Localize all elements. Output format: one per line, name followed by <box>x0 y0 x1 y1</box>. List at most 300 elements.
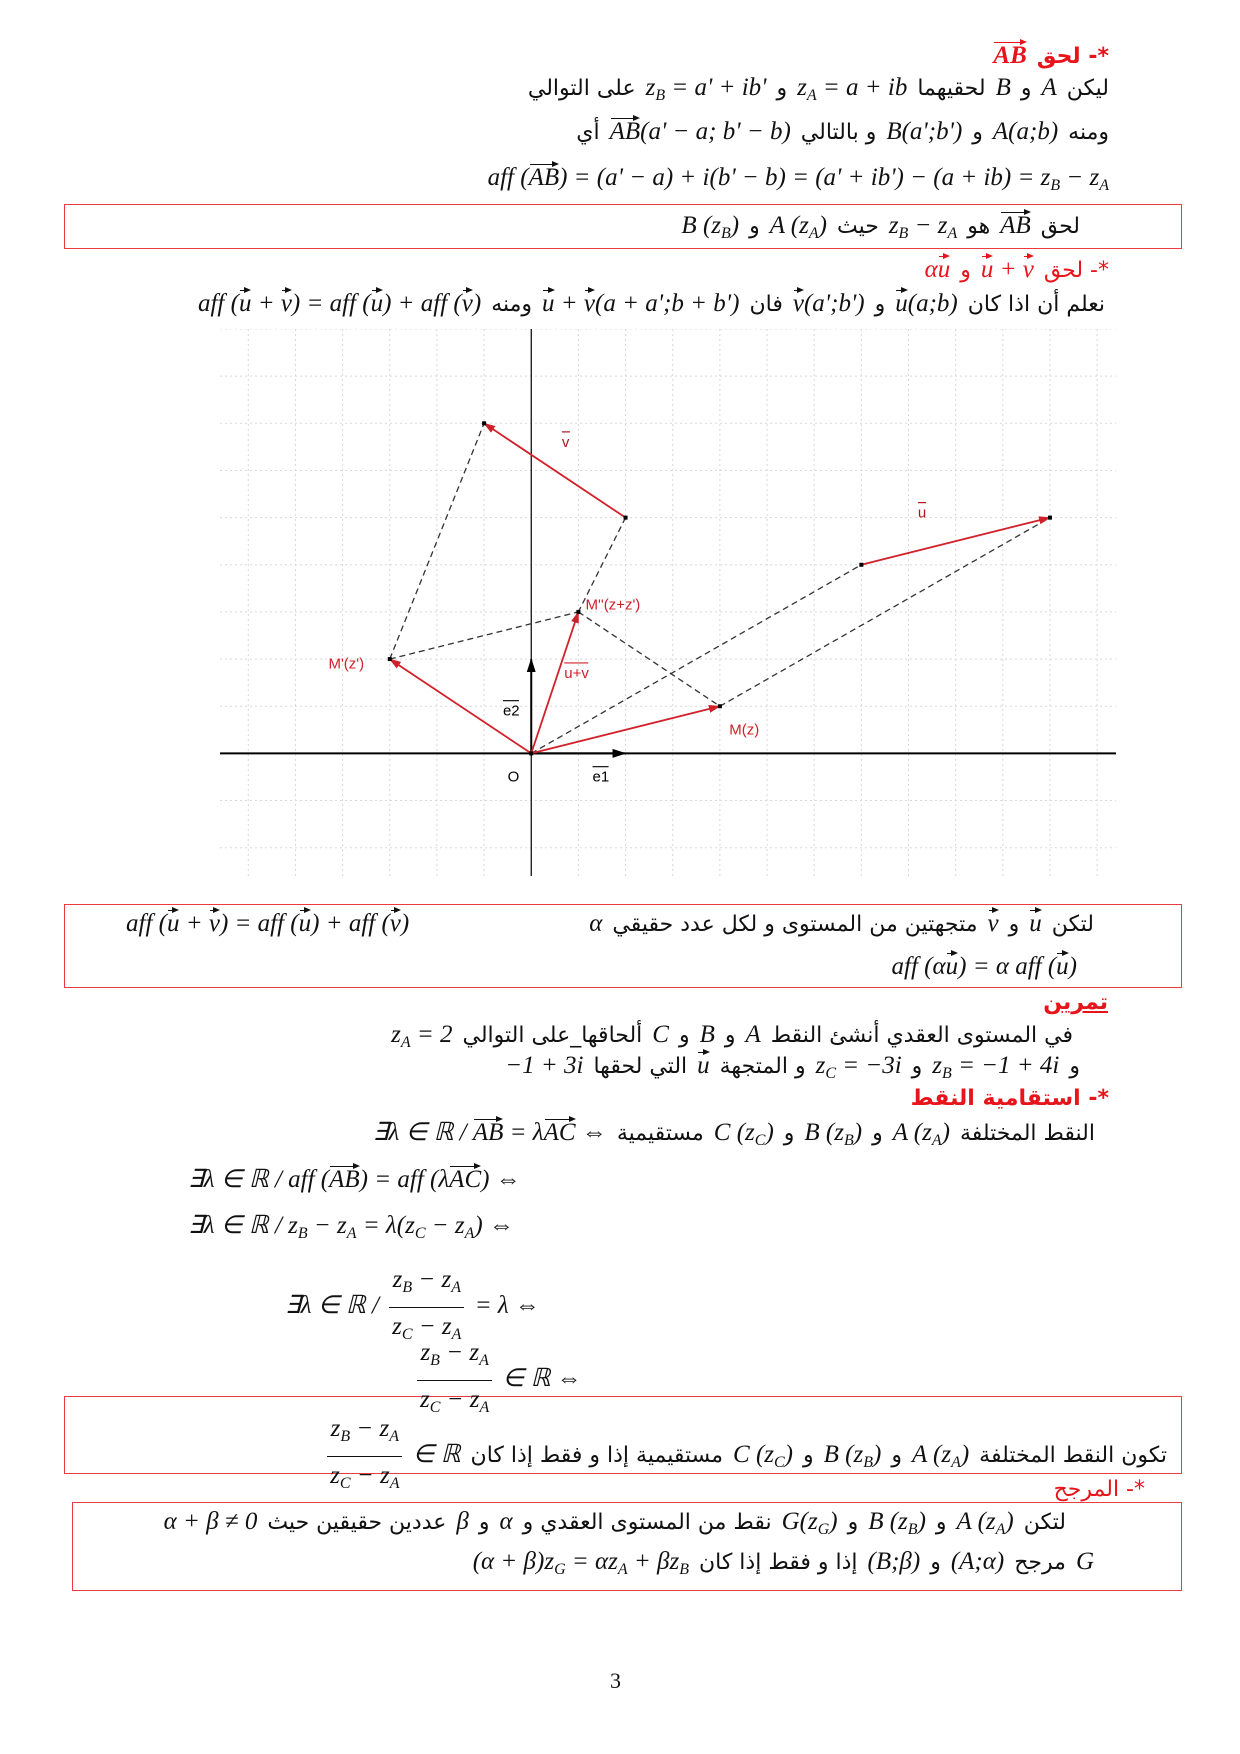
vector-notation: u <box>697 1049 710 1079</box>
math-text: aff (α <box>891 953 946 980</box>
math-expression <box>714 1115 774 1159</box>
vector-notation: u <box>239 287 252 317</box>
vector-notation: AB <box>1000 209 1031 239</box>
property-formula-scalar <box>887 949 1082 985</box>
vector-notation: u <box>981 253 994 283</box>
math-text: (a;b) <box>907 290 958 317</box>
math-text: B <box>995 74 1011 101</box>
math-text: A (z <box>892 1119 932 1146</box>
arabic-text: حيث <box>836 214 879 239</box>
vector-notation: AC <box>449 1163 481 1193</box>
arabic-text: ومنه <box>491 292 533 317</box>
math-text: C <box>652 1021 669 1048</box>
math-expression <box>1029 906 1042 942</box>
math-text: z <box>330 1462 340 1489</box>
equivalence-line <box>183 1162 526 1198</box>
math-expression <box>164 1504 258 1540</box>
subscript: B <box>942 1065 952 1082</box>
math-text: − z <box>412 1313 452 1340</box>
vector-notation: u <box>542 287 555 317</box>
subscript: C <box>754 1132 766 1149</box>
math-text: ) <box>1005 1508 1014 1535</box>
math-expression <box>610 114 791 150</box>
arabic-text: و <box>891 1443 902 1469</box>
math-expression <box>925 252 951 288</box>
math-text: A(a;b) <box>992 118 1059 145</box>
math-expression <box>198 286 481 322</box>
subscript: B <box>907 1521 918 1538</box>
math-text: z <box>330 1415 341 1442</box>
arabic-text: مستقيمية إذا و فقط إذا كان <box>470 1443 724 1469</box>
math-expression <box>893 1115 950 1159</box>
math-text: α <box>924 256 938 283</box>
heading-exercise <box>1038 985 1113 1021</box>
math-text: G(z <box>781 1508 818 1535</box>
math-text: − z <box>439 1339 480 1366</box>
math-text: = αz <box>565 1548 618 1575</box>
math-text: ) = α aff ( <box>958 953 1057 980</box>
arabic-text: التي لحقها <box>593 1054 688 1079</box>
arabic-text: ومنه <box>1068 120 1109 145</box>
math-text: = λ <box>503 1119 544 1146</box>
arabic-text: نقط من المستوى العقدي و <box>522 1510 772 1535</box>
vector-notation: AB <box>473 1116 504 1146</box>
math-expression <box>681 208 739 252</box>
math-expression <box>993 114 1058 150</box>
property-text <box>584 906 1099 942</box>
point-marker <box>859 563 863 567</box>
collinearity-line <box>368 1115 1100 1151</box>
math-expression <box>456 1504 468 1540</box>
subscript: B <box>843 1132 854 1149</box>
arabic-text: *- استقامية النقط <box>910 1086 1109 1111</box>
math-text: + <box>554 290 584 317</box>
arabic-text: و <box>874 292 886 317</box>
equivalence-line <box>280 1265 545 1343</box>
heading-barycenter <box>1049 1472 1150 1508</box>
arabic-text: *- المرجح <box>1053 1477 1145 1502</box>
vector-ompp <box>531 612 578 753</box>
subscript: G <box>554 1561 566 1578</box>
math-text: + βz <box>627 1548 680 1575</box>
arabic-text: و <box>478 1510 490 1535</box>
construction-line <box>578 612 719 706</box>
math-text: B (z <box>681 212 721 239</box>
math-text: − z <box>1060 164 1100 191</box>
label-v: v <box>561 433 570 451</box>
arabic-text: و <box>911 1054 923 1079</box>
math-expression <box>824 1437 882 1481</box>
arabic-text: عددين حقيقين حيث <box>267 1510 447 1535</box>
subscript: A <box>389 1475 400 1492</box>
math-text: = −1 + 4i <box>951 1052 1060 1079</box>
equivalence-line <box>183 1208 519 1244</box>
vector-sum-figure <box>220 329 1116 876</box>
arabic-text: و بالتالي <box>800 120 877 145</box>
arabic-text: لتكن <box>1051 912 1094 937</box>
math-text: = −3i <box>835 1052 902 1079</box>
math-text: − z <box>440 1386 480 1413</box>
subscript: B <box>1050 177 1061 194</box>
math-text: ) <box>872 1441 882 1469</box>
math-expression <box>589 906 602 942</box>
text-line <box>523 70 1114 106</box>
math-text: aff ( <box>197 290 239 317</box>
label-mp: M'(z') <box>328 655 365 673</box>
point-marker <box>482 421 486 425</box>
math-text: (a' − a; b' − b) <box>640 118 791 145</box>
page-number: 3 <box>610 1668 621 1693</box>
arabic-text: و <box>1020 76 1032 101</box>
math-text: aff ( <box>126 910 167 937</box>
math-expression <box>793 286 865 322</box>
math-expression <box>188 1162 521 1198</box>
vector-om <box>531 706 720 753</box>
fraction <box>327 1414 402 1499</box>
arabic-text: و <box>749 214 760 239</box>
arabic-text: لحقيهما <box>917 76 986 101</box>
label-e1: e1 <box>592 768 610 786</box>
math-expression <box>988 906 999 942</box>
math-expression <box>488 160 1109 204</box>
math-text: A (z <box>956 1508 996 1535</box>
math-text: C (z <box>713 1119 755 1146</box>
math-text: (α + β)z <box>472 1548 555 1575</box>
property-formula-sum <box>121 906 414 942</box>
point-marker <box>624 516 628 520</box>
math-text: A (z <box>911 1441 952 1469</box>
math-expression <box>323 1414 460 1499</box>
math-text: − z <box>350 1462 390 1489</box>
fraction-numerator <box>389 1265 464 1308</box>
math-text: C (z <box>733 1441 774 1469</box>
math-text: ) = aff ( <box>219 910 299 937</box>
math-expression <box>188 1208 514 1252</box>
subscript: A <box>400 1034 411 1051</box>
vector-notation: AB <box>993 39 1026 69</box>
math-text: = λ(z <box>356 1212 415 1239</box>
math-text: α <box>499 1508 513 1535</box>
subscript: A <box>451 1326 462 1343</box>
math-text: A <box>1041 74 1057 101</box>
subscript: A <box>947 225 958 242</box>
arabic-text: و <box>847 1510 859 1535</box>
vector-notation: AB <box>529 161 560 191</box>
arabic-text: تمرين <box>1043 990 1108 1015</box>
arabic-text: *- لحق <box>1036 44 1109 69</box>
math-expression <box>892 949 1077 985</box>
math-text: z <box>932 1052 943 1079</box>
math-text: − z <box>908 212 948 239</box>
math-text: (a';b') <box>803 290 865 317</box>
arabic-text: و <box>1008 912 1020 937</box>
math-expression <box>957 1504 1014 1548</box>
point-marker <box>388 657 392 661</box>
vector-notation: v <box>390 907 401 937</box>
vector-notation: u <box>299 907 312 937</box>
math-text: (A;α) <box>950 1548 1005 1575</box>
arabic-text: و <box>1069 1054 1080 1079</box>
vector-notation: u <box>938 253 951 283</box>
math-text: aff ( <box>487 164 529 191</box>
math-expression <box>126 906 409 942</box>
subscript: A <box>931 1132 942 1149</box>
math-text: ) <box>818 212 827 239</box>
math-expression <box>868 1544 921 1580</box>
subscript: B <box>340 1428 351 1445</box>
exercise-line <box>500 1048 1085 1084</box>
arabic-text: و <box>678 1023 690 1048</box>
arabic-text: و <box>930 1550 941 1575</box>
heading-affix-ab <box>988 38 1114 74</box>
subscript: B <box>679 1561 689 1578</box>
math-text: z <box>645 74 656 101</box>
subscript: A <box>451 1279 461 1296</box>
definition-ab <box>676 208 1085 244</box>
math-text: B (z <box>804 1119 844 1146</box>
math-text: − z <box>412 1266 452 1293</box>
arabic-text: و <box>972 120 983 145</box>
math-expression <box>996 70 1011 106</box>
equivalence-line <box>408 1338 587 1416</box>
math-text: ∃λ ∈ ℝ / <box>372 1119 473 1146</box>
math-text: ) <box>829 1508 838 1535</box>
subscript: A <box>617 1561 628 1578</box>
math-text: −1 + 3i <box>505 1052 584 1079</box>
arabic-text: مرجح <box>1014 1550 1066 1575</box>
label-u-plus-v: u+v <box>564 664 589 682</box>
arabic-text: و <box>776 76 788 101</box>
math-expression <box>770 208 827 252</box>
math-text: A <box>745 1021 761 1048</box>
math-text: G <box>1075 1548 1094 1575</box>
math-text: ) + aff ( <box>311 910 390 937</box>
math-text: B (z <box>868 1508 908 1535</box>
math-text: B (z <box>823 1441 864 1469</box>
vector-notation: v <box>281 287 292 317</box>
math-text: ) <box>784 1441 793 1469</box>
math-text: ) <box>917 1508 926 1535</box>
math-expression <box>1041 70 1056 106</box>
heading-affix-sum <box>920 252 1114 288</box>
math-expression <box>981 252 1034 288</box>
math-expression <box>542 286 739 322</box>
subscript: B <box>863 1454 873 1472</box>
subscript: A <box>808 225 819 242</box>
arabic-text: لحق <box>1040 214 1080 239</box>
vector-notation: AC <box>544 1116 576 1146</box>
math-text: ) <box>765 1119 774 1146</box>
math-text: ) = aff (λ <box>359 1166 450 1193</box>
math-text: = 2 <box>410 1021 453 1048</box>
barycenter-line <box>159 1504 1071 1540</box>
math-text: ) <box>960 1441 970 1469</box>
arabic-text: و <box>935 1510 947 1535</box>
math-text: = a' + ib' <box>665 74 767 101</box>
math-text: z <box>392 1313 402 1340</box>
vector-notation: v <box>988 907 999 937</box>
arabic-text: أي <box>576 120 600 145</box>
math-text: z <box>391 1021 401 1048</box>
construction-line <box>390 423 484 659</box>
arabic-text: مستقيمية <box>616 1121 704 1146</box>
math-text: A (z <box>769 212 809 239</box>
math-text: z <box>420 1386 430 1413</box>
subscript: B <box>655 87 666 104</box>
math-text: ∈ ℝ ⇔ <box>496 1365 582 1393</box>
vector-notation: AB <box>329 1163 360 1193</box>
math-text: ) = aff ( <box>291 290 371 317</box>
point-marker <box>1048 516 1052 520</box>
vector-notation: u <box>371 287 384 317</box>
arabic-text: و <box>960 258 971 283</box>
math-text: ) <box>1068 953 1077 980</box>
arabic-text: ألحاقها_على التوالي <box>462 1023 643 1048</box>
point-marker <box>529 751 533 755</box>
vector-notation: u <box>167 907 180 937</box>
subscript: A <box>995 1521 1006 1538</box>
subscript: A <box>1099 177 1109 194</box>
math-text: z <box>420 1339 431 1366</box>
label-u: u <box>917 504 927 522</box>
math-text: ∃λ ∈ ℝ / <box>285 1292 386 1320</box>
arabic-text: نعلم أن اذا كان <box>967 292 1105 317</box>
arabic-text: هو <box>967 214 991 239</box>
math-text: ) = (a' − a) + i(b' − b) = (a' + ib') − (a + ib) = z <box>559 164 1051 191</box>
math-expression <box>951 1544 1004 1580</box>
label-e2: e2 <box>502 702 520 720</box>
math-text: z <box>797 74 807 101</box>
subscript: C <box>429 1399 441 1416</box>
subscript: A <box>346 1225 357 1242</box>
arabic-text: متجهتين من المستوى و لكل عدد حقيقي <box>612 912 978 937</box>
heading-collinearity <box>906 1081 1114 1117</box>
math-expression <box>1076 1544 1094 1580</box>
math-expression <box>505 1048 583 1084</box>
fraction-numerator <box>417 1338 492 1381</box>
subscript: B <box>402 1279 413 1296</box>
barycenter-line <box>468 1544 1099 1580</box>
fraction-denominator <box>327 1457 402 1499</box>
arabic-text: على التوالي <box>527 76 636 101</box>
math-text: = λ ⇔ <box>468 1292 540 1320</box>
formula-line <box>483 160 1114 196</box>
arabic-text: *- لحق <box>1043 258 1109 283</box>
math-text: β <box>456 1508 469 1535</box>
math-expression <box>413 1338 582 1423</box>
math-text: α + β ≠ 0 <box>163 1508 258 1535</box>
arabic-text: ليكن <box>1066 76 1109 101</box>
text-line <box>193 286 1110 322</box>
math-expression <box>733 1437 793 1481</box>
math-expression <box>499 1504 512 1540</box>
math-text: ∈ ℝ <box>406 1441 461 1469</box>
math-expression <box>912 1437 969 1481</box>
math-text: ) <box>400 910 410 937</box>
arabic-text: و <box>783 1121 795 1146</box>
subscript: B <box>721 225 731 242</box>
arabic-text: إذا و فقط إذا كان <box>698 1550 858 1575</box>
arabic-text: تكون النقط المختلفة <box>979 1443 1167 1469</box>
arabic-text: و <box>872 1121 883 1146</box>
math-text: B(a';b') <box>886 118 963 145</box>
math-text: + <box>179 910 209 937</box>
math-text: z <box>888 212 899 239</box>
math-text: − z <box>350 1415 390 1442</box>
subscript: A <box>806 87 817 104</box>
math-text: (B;β) <box>867 1548 921 1575</box>
math-text: ) <box>853 1119 863 1146</box>
subscript: C <box>414 1225 426 1242</box>
arabic-text: النقط المختلفة <box>959 1121 1095 1146</box>
math-expression <box>373 1115 607 1151</box>
math-text: z <box>815 1052 826 1079</box>
math-text: = a + ib <box>816 74 908 101</box>
subscript: A <box>479 1352 489 1369</box>
math-text: ) + aff ( <box>383 290 462 317</box>
math-text: ) <box>472 290 482 317</box>
math-expression <box>816 1048 902 1092</box>
math-expression <box>697 1048 710 1084</box>
vector-notation: v <box>462 287 473 317</box>
vector-notation: v <box>793 287 804 317</box>
arabic-text: فان <box>749 292 783 317</box>
subscript: G <box>817 1521 830 1538</box>
fraction-numerator <box>327 1414 402 1457</box>
math-text: ∃λ ∈ ℝ / z <box>188 1212 298 1239</box>
label-origin: O <box>507 768 520 786</box>
subscript: A <box>479 1399 490 1416</box>
arabic-text: و <box>724 1023 736 1048</box>
math-text: ) <box>941 1119 950 1146</box>
math-expression <box>868 1504 926 1548</box>
arabic-text: و المتجهة <box>719 1054 806 1079</box>
fraction <box>417 1338 492 1423</box>
math-text: ) ⇔ <box>481 1166 521 1193</box>
math-text: ) ⇔ <box>474 1212 514 1239</box>
math-text: − z <box>307 1212 347 1239</box>
label-mpp: M''(z+z') <box>585 596 641 614</box>
subscript: A <box>389 1428 400 1445</box>
math-text: − z <box>425 1212 465 1239</box>
math-expression <box>782 1504 838 1548</box>
vector-notation: u <box>1056 950 1069 980</box>
subscript: B <box>898 225 909 242</box>
math-expression <box>993 38 1026 74</box>
vector-notation: AB <box>610 115 641 145</box>
math-text: z <box>392 1266 403 1293</box>
arabic-text: في المستوى العقدي أنشئ النقط <box>770 1023 1073 1048</box>
math-text: + <box>251 290 281 317</box>
point-marker <box>576 610 580 614</box>
vector-notation: v <box>209 907 220 937</box>
math-text: B <box>699 1021 715 1048</box>
vector-notation: u <box>1029 907 1042 937</box>
label-m: M(z) <box>729 721 760 739</box>
math-expression <box>797 70 907 114</box>
math-text: + <box>993 256 1023 283</box>
math-expression <box>889 208 957 252</box>
text-line <box>571 114 1114 150</box>
subscript: C <box>774 1454 785 1472</box>
vector-notation: v <box>1023 253 1034 283</box>
math-expression <box>895 286 957 322</box>
math-expression <box>886 114 962 150</box>
math-text: ⇔ <box>575 1119 607 1146</box>
arabic-text: لتكن <box>1023 1510 1066 1535</box>
arabic-text: و <box>803 1443 814 1469</box>
subscript: A <box>951 1454 961 1472</box>
